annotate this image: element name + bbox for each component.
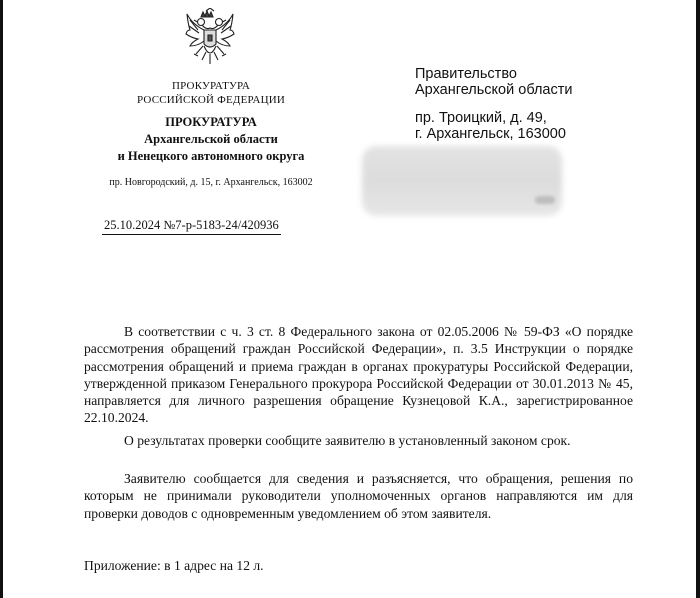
org-title-line3: и Ненецкого автономного округа (117, 149, 305, 163)
recipient-line2: Архангельской области (415, 82, 573, 98)
org-name-line2: РОССИЙСКОЙ ФЕДЕРАЦИИ (136, 94, 286, 106)
redaction-blur-edge (535, 196, 555, 204)
recipient-line1: Правительство (415, 66, 517, 82)
recipient-address-line1: пр. Троицкий, д. 49, (415, 110, 547, 126)
redaction-blur (362, 146, 562, 216)
org-address: пр. Новгородский, д. 15, г. Архангельск, 163002 (109, 177, 313, 188)
org-title-line2: Архангельской области (144, 132, 278, 146)
attachment-note: Приложение: в 1 адрес на 12 л. (84, 558, 264, 573)
recipient-address-line2: г. Архангельск, 163000 (415, 126, 566, 142)
body-paragraph-2: О результатах проверки сообщите заявителю в установленный законом срок. (124, 433, 571, 448)
body-paragraph-3: Заявителю сообщается для сведения и разъясняется, что обращения, решения по которым не принимали руководители уполномоченных органов направляются им для проверки доводов с одновременным уведомлением об этом заявителя. (84, 471, 633, 521)
org-title-line1: ПРОКУРАТУРА (165, 115, 257, 129)
org-name-line1: ПРОКУРАТУРА (171, 80, 251, 92)
registration-number: 25.10.2024 №7-р-5183-24/420936 (102, 218, 281, 235)
scan-border-left (0, 0, 3, 598)
coat-of-arms-icon (184, 8, 236, 70)
body-paragraph-1: В соответствии с ч. 3 ст. 8 Федерального закона от 02.05.2006 № 59-ФЗ «О порядке рассмотрения обращений граждан Российской Федерации», п. 3.5 Инструкции о порядке рассмотрения обращений и приема граждан в органах прокуратуры Российской Федерации, утвержденной приказом Генерального прокурора Российской Федерации от 30.01.2013 № 45, направляется для личного разрешения обращение Кузнецовой К.А., зарегистрированное 22.10.2024. (84, 324, 633, 426)
scan-border-right (696, 0, 700, 598)
